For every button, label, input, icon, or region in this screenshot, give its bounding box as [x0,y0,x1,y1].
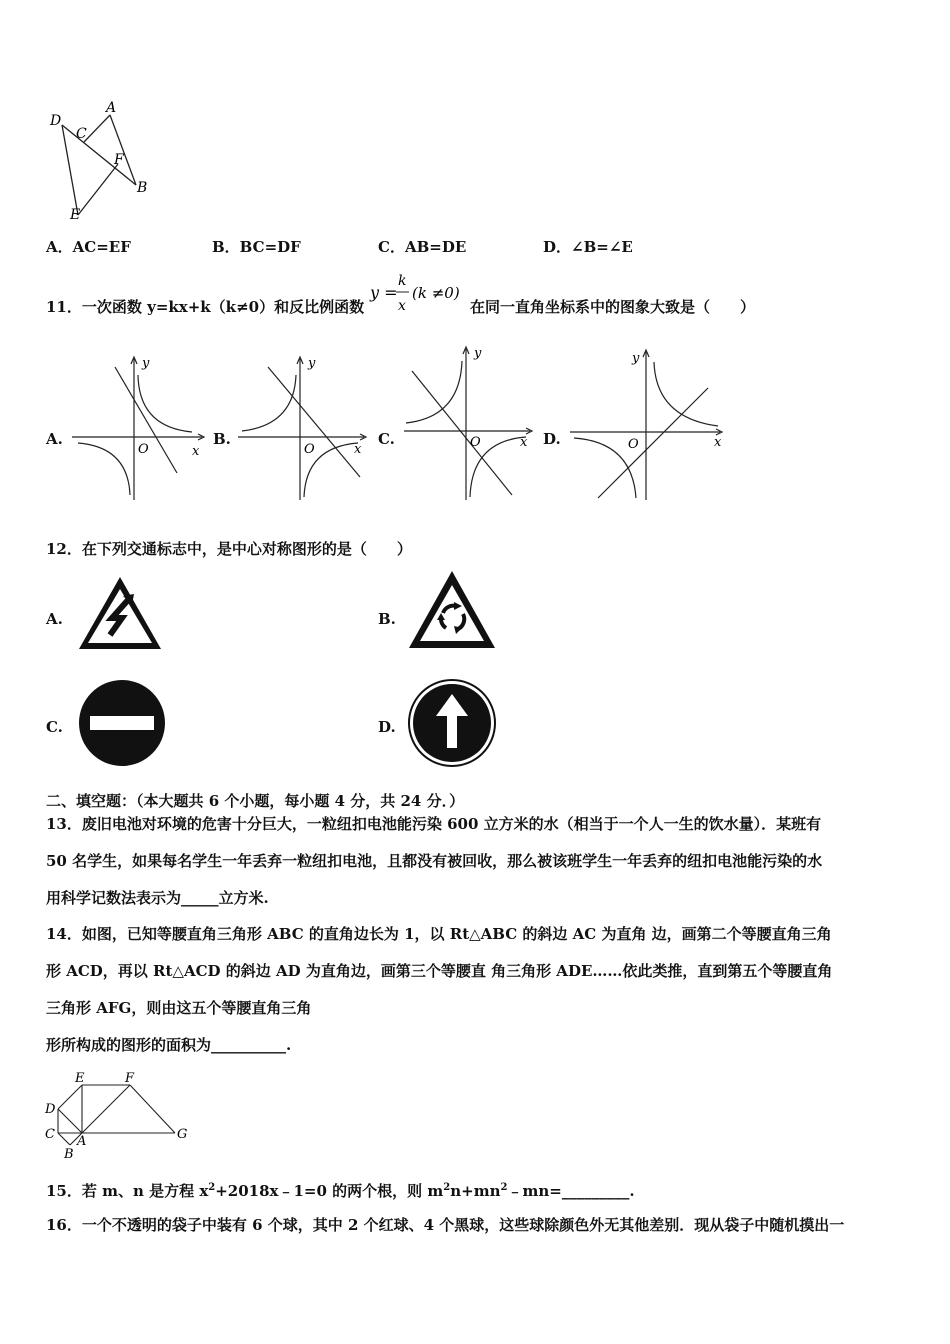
q11-label-b: B. [213,430,231,448]
label-E: E [70,207,81,222]
line-kx-k [412,371,512,495]
q12-stem: 12．在下列交通标志中，是中心对称图形的是（ ） [46,540,412,558]
sign-no-entry [76,678,168,768]
no-entry-bar-icon [90,716,154,730]
label-A: A [106,100,117,116]
q16-line1: 16．一个不透明的袋子中装有 6 个球，其中 2 个红球、4 个黑球，这些球除颜色外无其他差别．现从袋子中随机摸出一 [46,1216,845,1234]
hyperbola-q3 [78,443,130,495]
line-kx-k [115,367,177,473]
q14-figure [40,1070,200,1162]
label-F: F [125,1071,135,1086]
label-C: C [76,126,87,142]
label-D: D [45,1102,56,1117]
label-B: B [137,180,148,196]
origin-label: O [138,442,149,457]
q14-line3: 三角形 AFG，则由这五个等腰直角三角 [46,999,312,1017]
segment-FA [82,1085,130,1133]
q11-graph-c [402,345,542,503]
x-label: x [192,444,200,459]
label-G: G [177,1127,188,1142]
formula-k: k [398,273,407,289]
formula-cond: (k ≠0) [412,284,460,302]
formula-y: y = [370,283,398,302]
hyperbola-q2 [242,375,296,431]
q11-label-c: C. [378,430,395,448]
q15-sup2: 2 [443,1182,451,1193]
hyperbola-q1 [654,362,718,426]
q11-graph-d [568,348,728,503]
q11-label-d: D. [543,430,561,448]
q13-line2: 50 名学生，如果每名学生一年丢弃一粒纽扣电池，且都没有被回收，那么被该班学生一年丢弃的纽扣电池能污染的水 [46,852,823,870]
q13-line1: 13．废旧电池对环境的危害十分巨大，一粒纽扣电池能污染 600 立方米的水（相当于一个人一生的饮水量）．某班有 [46,815,822,833]
q10-option-d: D．∠B=∠E [543,238,633,256]
line-kx-k [268,367,360,477]
q10-figure [40,98,160,222]
q11-formula [366,268,470,320]
q14 [46,916,916,1064]
label-B: B [64,1147,74,1162]
q13 [46,806,916,917]
q15-part1: 15．若 m、n 是方程 x [46,1182,209,1200]
q11-stem-a: 11．一次函数 y=kx+k（k≠0）和反比例函数 [46,298,365,316]
q14-line4: 形所构成的图形的面积为__________. [46,1036,292,1054]
q14-line1: 14．如图，已知等腰直角三角形 ABC 的直角边长为 1，以 Rt△ABC 的斜边 AC 为直角 边，画第二个等腰直角三角 [46,925,832,943]
origin-label: O [470,435,481,450]
segment-EF [78,164,118,215]
q10-option-a: A．AC=EF [46,238,131,256]
formula-x: x [398,298,406,314]
q12-label-d: D. [378,718,396,736]
hyperbola-q3 [574,438,636,498]
segment-CB [58,1133,70,1145]
y-label: y [632,351,640,366]
q15-part2: +2018x﹣1=0 的两个根，则 m [215,1182,444,1200]
q12-label-b: B. [378,610,396,628]
q10-option-c: C．AB=DE [378,238,467,256]
x-label: x [520,435,528,450]
q12-label-c: C. [46,718,63,736]
segment-DE [58,1085,82,1109]
sign-winding-road [76,574,164,652]
label-E: E [75,1071,85,1086]
hyperbola-q1 [138,375,192,432]
x-label: x [354,442,362,457]
q10-option-b: B．BC=DF [212,238,301,256]
q11-stem-b: 在同一直角坐标系中的图象大致是（ ） [470,298,756,316]
section2-heading: 二、填空题：（本大题共 6 个小题，每小题 4 分，共 24 分．） [46,792,465,810]
q15 [46,1180,635,1201]
q13-line3: 用科学记数法表示为_____立方米. [46,889,269,907]
q15-part3: n+mn [450,1182,501,1200]
q15-part4: ﹣mn=_________. [507,1182,635,1200]
label-D: D [50,113,62,129]
sign-roundabout [406,568,498,652]
y-label: y [474,346,482,361]
arrow-shaft [447,714,457,748]
origin-label: O [304,442,315,457]
q12-label-a: A. [46,610,63,628]
label-C: C [45,1127,55,1142]
hyperbola-q2 [406,361,462,423]
origin-label: O [628,437,639,452]
q14-line2: 形 ACD，再以 Rt△ACD 的斜边 AD 为直角边，画第三个等腰直 角三角形 ADE……依此类推，直到第五个等腰直角 [46,962,833,980]
segment-DA [58,1109,82,1133]
q15-sup1: 2 [208,1182,216,1193]
q11-graph-b [236,355,376,503]
q11-label-a: A. [46,430,63,448]
sign-straight-ahead [406,678,498,768]
x-label: x [714,435,722,450]
line-kx-k [598,388,708,498]
segment-FG [130,1085,175,1133]
q15-sup3: 2 [500,1182,508,1193]
label-A: A [77,1134,87,1149]
y-label: y [308,356,316,371]
q11-graph-a [70,355,210,503]
label-F: F [114,152,124,168]
segment-AC [84,115,110,142]
y-label: y [142,356,150,371]
